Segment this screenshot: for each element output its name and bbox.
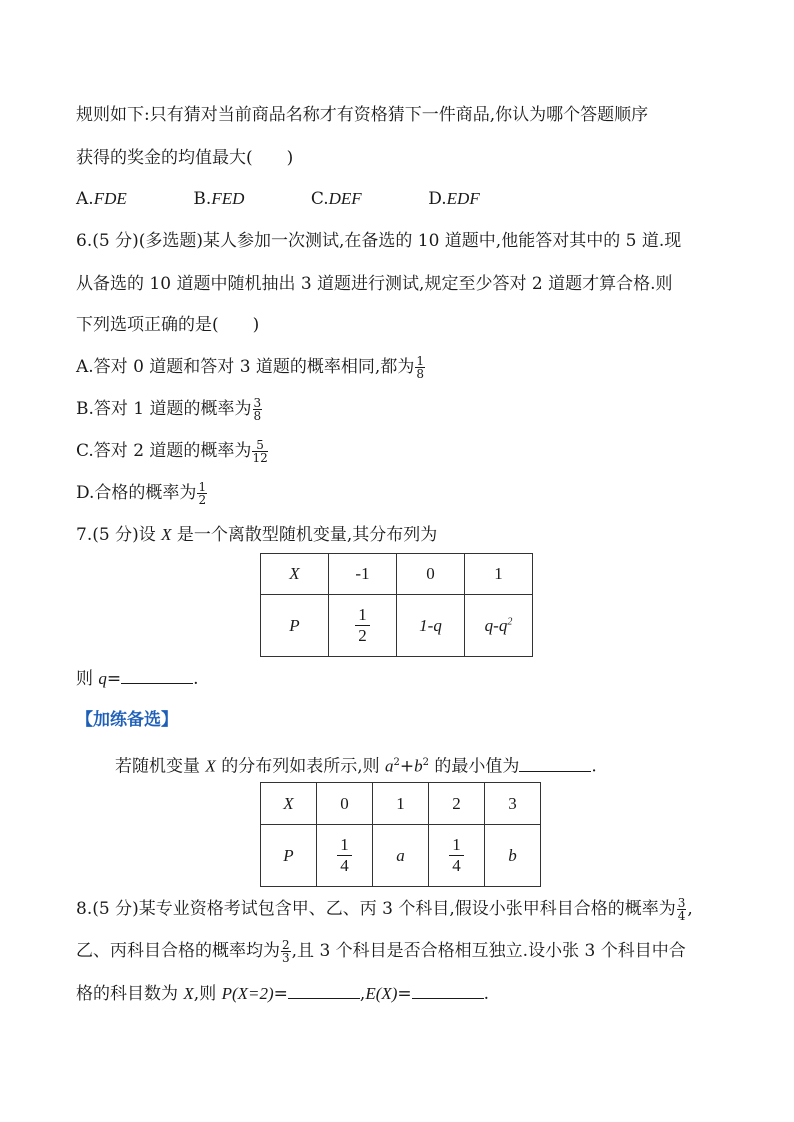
table-cell: a bbox=[373, 825, 429, 887]
table-cell: 1 bbox=[373, 783, 429, 825]
q5-option-d: D.EDF bbox=[428, 189, 480, 209]
q5-line-2: 获得的奖金的均值最大( ) bbox=[76, 148, 294, 168]
table-cell: b bbox=[485, 825, 541, 887]
q6-line-2: 从备选的 10 道题中随机抽出 3 道题进行测试,规定至少答对 2 道题才算合格.则 bbox=[76, 274, 673, 294]
q6-line-1: 6.(5 分)(多选题)某人参加一次测试,在备选的 10 道题中,他能答对其中的 5 道.现 bbox=[76, 231, 682, 251]
q8-line-1: 8.(5 分)某专业资格考试包含甲、乙、丙 3 个科目,假设小张甲科目合格的概率为 $\frac{3}{4}$ , bbox=[76, 896, 693, 923]
q8-line-2: 乙、丙科目合格的概率均为 $\frac{2}{3}$ ,且 3 个科目是否合格相互独立.设小张 3 个科目中合 bbox=[76, 938, 686, 965]
q5-options bbox=[76, 187, 480, 211]
q5-option-c: C.DEF bbox=[310, 189, 362, 209]
table-cell: 0 bbox=[317, 783, 373, 825]
table-cell: 1-q bbox=[397, 595, 465, 657]
fraction: $\frac{1}{2}$ bbox=[198, 480, 207, 507]
answer-blank[interactable] bbox=[288, 997, 360, 999]
q5-option-a: A.FDE bbox=[76, 189, 127, 209]
table-cell: 1 bbox=[465, 554, 533, 595]
q5-option-b: B.FED bbox=[193, 189, 245, 209]
q7-distribution-table bbox=[260, 553, 533, 657]
table-cell: $q-q^2$ bbox=[465, 595, 533, 657]
table-row bbox=[261, 783, 541, 825]
table-cell bbox=[329, 595, 397, 657]
answer-blank[interactable] bbox=[412, 997, 484, 999]
fraction: $\frac{1}{4}$ bbox=[449, 835, 464, 876]
table-cell: 2 bbox=[429, 783, 485, 825]
q6-option-a: A.答对 0 道题和答对 3 道题的概率相同,都为 $\frac{1}{8}$ bbox=[76, 354, 424, 381]
table-cell: X bbox=[261, 554, 329, 595]
answer-blank[interactable] bbox=[519, 770, 591, 772]
q7-answer-line: 则 q= . bbox=[76, 669, 199, 689]
fraction: $\frac{3}{4}$ bbox=[677, 896, 686, 923]
table-cell: X bbox=[261, 783, 317, 825]
table-row bbox=[261, 554, 533, 595]
fraction: $\frac{3}{8}$ bbox=[253, 396, 262, 423]
fraction: $\frac{1}{4}$ bbox=[337, 835, 352, 876]
table-row bbox=[261, 595, 533, 657]
answer-blank[interactable] bbox=[121, 682, 193, 684]
q6-line-3: 下列选项正确的是( ) bbox=[76, 315, 260, 335]
table-cell: 3 bbox=[485, 783, 541, 825]
q7-stem: 7.(5 分)设 X 是一个离散型随机变量,其分布列为 bbox=[76, 525, 438, 545]
extra-distribution-table bbox=[260, 782, 541, 887]
fraction: $\frac{5}{12}$ bbox=[252, 438, 268, 465]
table-cell: P bbox=[261, 595, 329, 657]
table-row bbox=[261, 825, 541, 887]
q6-option-c: C.答对 2 道题的概率为 $\frac{5}{12}$ bbox=[76, 438, 268, 465]
table-cell: -1 bbox=[329, 554, 397, 595]
fraction: $\frac{2}{3}$ bbox=[282, 938, 290, 965]
extra-stem: 若随机变量 X 的分布列如表所示,则 $a^2+b^2$ 的最小值为 . bbox=[115, 756, 597, 777]
q6-option-b: B.答对 1 道题的概率为 $\frac{3}{8}$ bbox=[76, 396, 262, 423]
table-cell bbox=[317, 825, 373, 887]
fraction: $\frac{1}{8}$ bbox=[416, 354, 424, 381]
q6-option-d: D.合格的概率为 $\frac{1}{2}$ bbox=[76, 480, 207, 507]
extra-practice-tag: 【加练备选】 bbox=[76, 710, 178, 730]
table-cell: 0 bbox=[397, 554, 465, 595]
table-cell: P bbox=[261, 825, 317, 887]
q8-line-3: 格的科目数为 X,则 P(X=2)= ,E(X)= . bbox=[76, 984, 490, 1004]
fraction: $\frac{1}{2}$ bbox=[355, 605, 370, 646]
table-cell bbox=[429, 825, 485, 887]
q5-line-1: 规则如下:只有猜对当前商品名称才有资格猜下一件商品,你认为哪个答题顺序 bbox=[76, 105, 649, 125]
